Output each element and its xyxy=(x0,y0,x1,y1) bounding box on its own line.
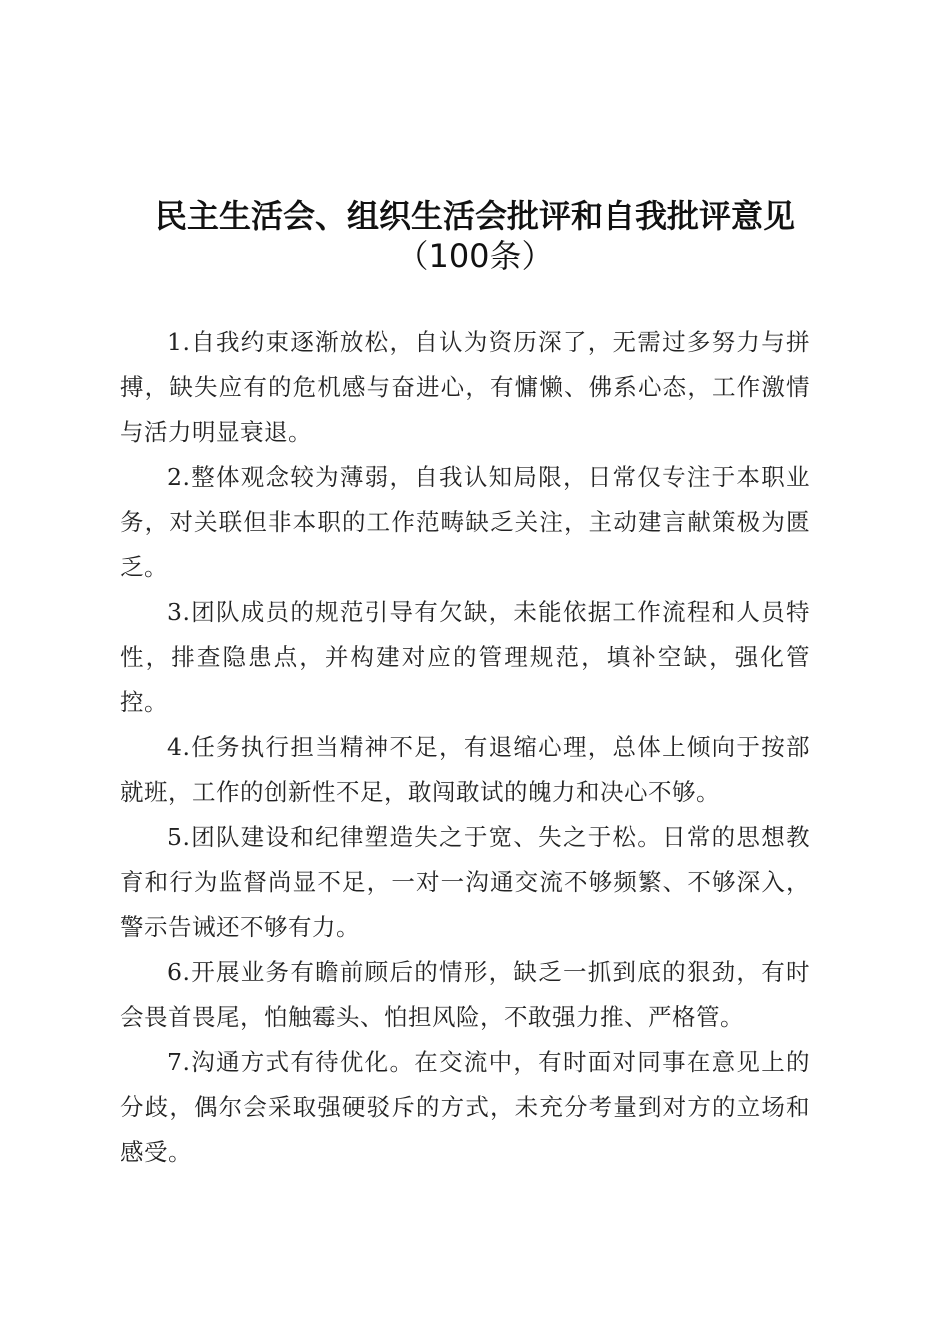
paragraph-1: 1.自我约束逐渐放松，自认为资历深了，无需过多努力与拼搏，缺失应有的危机感与奋进心，有慵懒、佛系心态，工作激情与活力明显衰退。 xyxy=(120,328,810,446)
document-body xyxy=(120,320,810,1175)
document-title: 民主生活会、组织生活会批评和自我批评意见 xyxy=(154,197,795,235)
document-subtitle: （100条） xyxy=(396,237,554,275)
paragraph-4: 4.任务执行担当精神不足，有退缩心理，总体上倾向于按部就班，工作的创新性不足，敢闯敢试的魄力和决心不够。 xyxy=(120,733,810,806)
paragraph-2: 2.整体观念较为薄弱，自我认知局限，日常仅专注于本职业务，对关联但非本职的工作范畴缺乏关注，主动建言献策极为匮乏。 xyxy=(120,463,810,581)
paragraph-7: 7.沟通方式有待优化。在交流中，有时面对同事在意见上的分歧，偶尔会采取强硬驳斥的方式，未充分考量到对方的立场和感受。 xyxy=(120,1048,810,1166)
paragraph-3: 3.团队成员的规范引导有欠缺，未能依据工作流程和人员特性，排查隐患点，并构建对应的管理规范，填补空缺，强化管控。 xyxy=(120,598,810,716)
paragraph-6: 6.开展业务有瞻前顾后的情形，缺乏一抓到底的狠劲，有时会畏首畏尾，怕触霉头、怕担风险，不敢强力推、严格管。 xyxy=(120,958,810,1031)
paragraph-5: 5.团队建设和纪律塑造失之于宽、失之于松。日常的思想教育和行为监督尚显不足，一对一沟通交流不够频繁、不够深入，警示告诫还不够有力。 xyxy=(120,823,810,941)
